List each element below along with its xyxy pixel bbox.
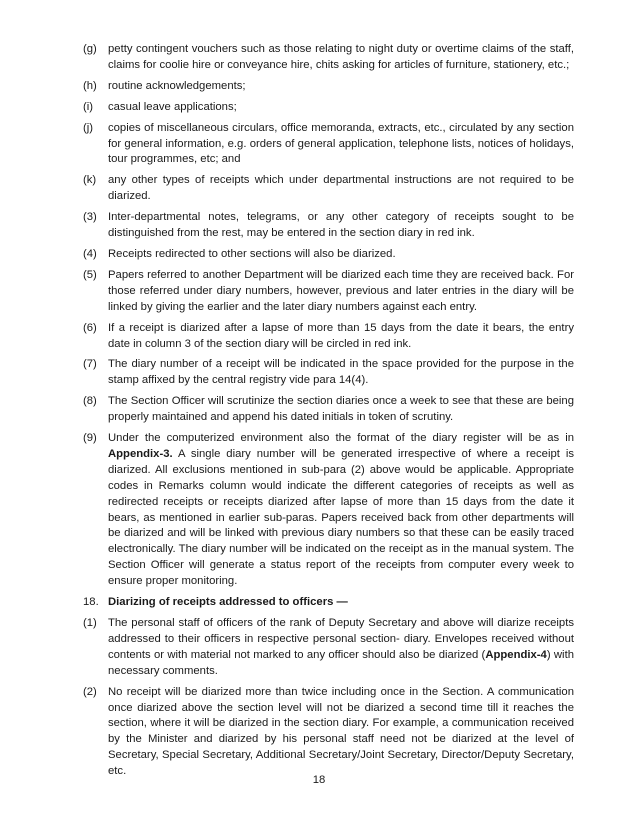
paragraph-6 bbox=[83, 321, 574, 353]
section-number: 18. bbox=[83, 596, 99, 609]
item-marker: (i) bbox=[83, 100, 94, 113]
item-text-before: Under the computerized environment also the format of the diary register will be as in bbox=[108, 432, 574, 445]
list-item-g bbox=[83, 42, 574, 74]
item-text: Inter-departmental notes, telegrams, or any other category of receipts sought to be distinguished from the rest, may be entered in the section diary in red ink. bbox=[108, 211, 574, 240]
list-item-j bbox=[83, 121, 574, 169]
paragraph-18-1 bbox=[83, 616, 574, 680]
item-marker: (5) bbox=[83, 268, 97, 281]
item-text-after: A single diary number will be generated irrespective of where a receipt is diarized. All exclusions mentioned in sub-para (2) above would be applicable. Appropriate codes in Remarks column would indicate the different categories of receipts as well as redirected receipts or receipts diarized after lapse of more than 15 days from the date it bears, as mentioned in earlier sub-paras. Papers received back from other departments will be diarized and will be linked with previous diary numbers so that these can be easily traced electronically. The diary number will be indicated on the receipt as in the manual system. The Section Officer will generate a status report of the receipts from computer every week to ensure proper monitoring. bbox=[108, 447, 574, 588]
page-number: 18 bbox=[312, 774, 326, 786]
paragraph-9 bbox=[83, 431, 574, 590]
item-text: petty contingent vouchers such as those relating to night duty or overtime claims of the staff, claims for coolie hire or conveyance hire, chits asking for articles of furniture, stationery, etc.; bbox=[108, 43, 574, 71]
list-item-i bbox=[83, 100, 574, 116]
item-marker: (4) bbox=[83, 247, 97, 260]
item-text-after: ) with necessary comments. bbox=[108, 648, 574, 677]
item-marker: (1) bbox=[83, 617, 97, 629]
item-marker: (9) bbox=[83, 432, 97, 445]
item-text: Receipts redirected to other sections will also be diarized. bbox=[108, 247, 396, 260]
item-marker: (j) bbox=[83, 121, 94, 134]
paragraph-4 bbox=[83, 247, 574, 263]
item-marker: (k) bbox=[83, 174, 97, 187]
section-title: Diarizing of receipts addressed to officers — bbox=[108, 596, 348, 609]
item-text: No receipt will be diarized more than twice including once in the Section. A communication once diarized above the section level will not be diarized a second time till it reaches the section, where it will be diarized in the section diary. For example, a communication received by the Minister and diarized by his personal staff need not be diarized at the level of Secretary, Special Secretary, Additional Secretary/Joint Secretary, Director/Deputy Secretary, etc. bbox=[108, 685, 574, 778]
item-marker: (h) bbox=[83, 79, 97, 92]
list-item-k bbox=[83, 173, 574, 205]
item-marker: (3) bbox=[83, 211, 97, 224]
item-text: routine acknowledgements; bbox=[108, 79, 246, 92]
paragraph-7 bbox=[83, 357, 574, 389]
item-text: casual leave applications; bbox=[108, 100, 237, 113]
paragraph-3 bbox=[83, 210, 574, 242]
item-text: The diary number of a receipt will be indicated in the space provided for the purpose in the stamp affixed by the central registry vide para 14(4). bbox=[108, 358, 574, 387]
item-marker: (6) bbox=[83, 321, 97, 334]
list-item-h bbox=[83, 79, 574, 95]
item-marker: (8) bbox=[83, 395, 97, 408]
item-marker: (7) bbox=[83, 358, 97, 371]
item-marker: (2) bbox=[83, 685, 97, 698]
appendix-reference: Appendix-4 bbox=[485, 648, 547, 661]
item-text: any other types of receipts which under departmental instructions are not required to be diarized. bbox=[108, 174, 574, 203]
section-heading-18 bbox=[83, 595, 574, 611]
item-text: Papers referred to another Department will be diarized each time they are received back. For those referred under diary numbers, however, previous and later entries in the diary will be linked by giving the earlier and the later diary numbers against each entry. bbox=[108, 268, 574, 313]
paragraph-5 bbox=[83, 268, 574, 316]
item-text: If a receipt is diarized after a lapse of more than 15 days from the date it bears, the entry date in column 3 of the section diary will be circled in red ink. bbox=[108, 321, 574, 350]
item-marker: (g) bbox=[83, 43, 97, 55]
appendix-reference: Appendix-3. bbox=[108, 447, 173, 460]
item-text: The Section Officer will scrutinize the section diaries once a week to see that these are being properly maintained and append his dated initials in token of scrutiny. bbox=[108, 395, 574, 424]
paragraph-18-2 bbox=[83, 685, 574, 780]
item-text: copies of miscellaneous circulars, office memoranda, extracts, etc., circulated by any section for general information, e.g. orders of general application, telephone lists, notices of holidays, tour programmes, etc; and bbox=[108, 121, 574, 166]
paragraph-8 bbox=[83, 394, 574, 426]
item-text-before: The personal staff of officers of the rank of Deputy Secretary and above will diarize receipts addressed to their officers in respective personal section- diary. Envelopes received without contents or with material not marked to any officer should also be diarized ( bbox=[108, 617, 574, 661]
